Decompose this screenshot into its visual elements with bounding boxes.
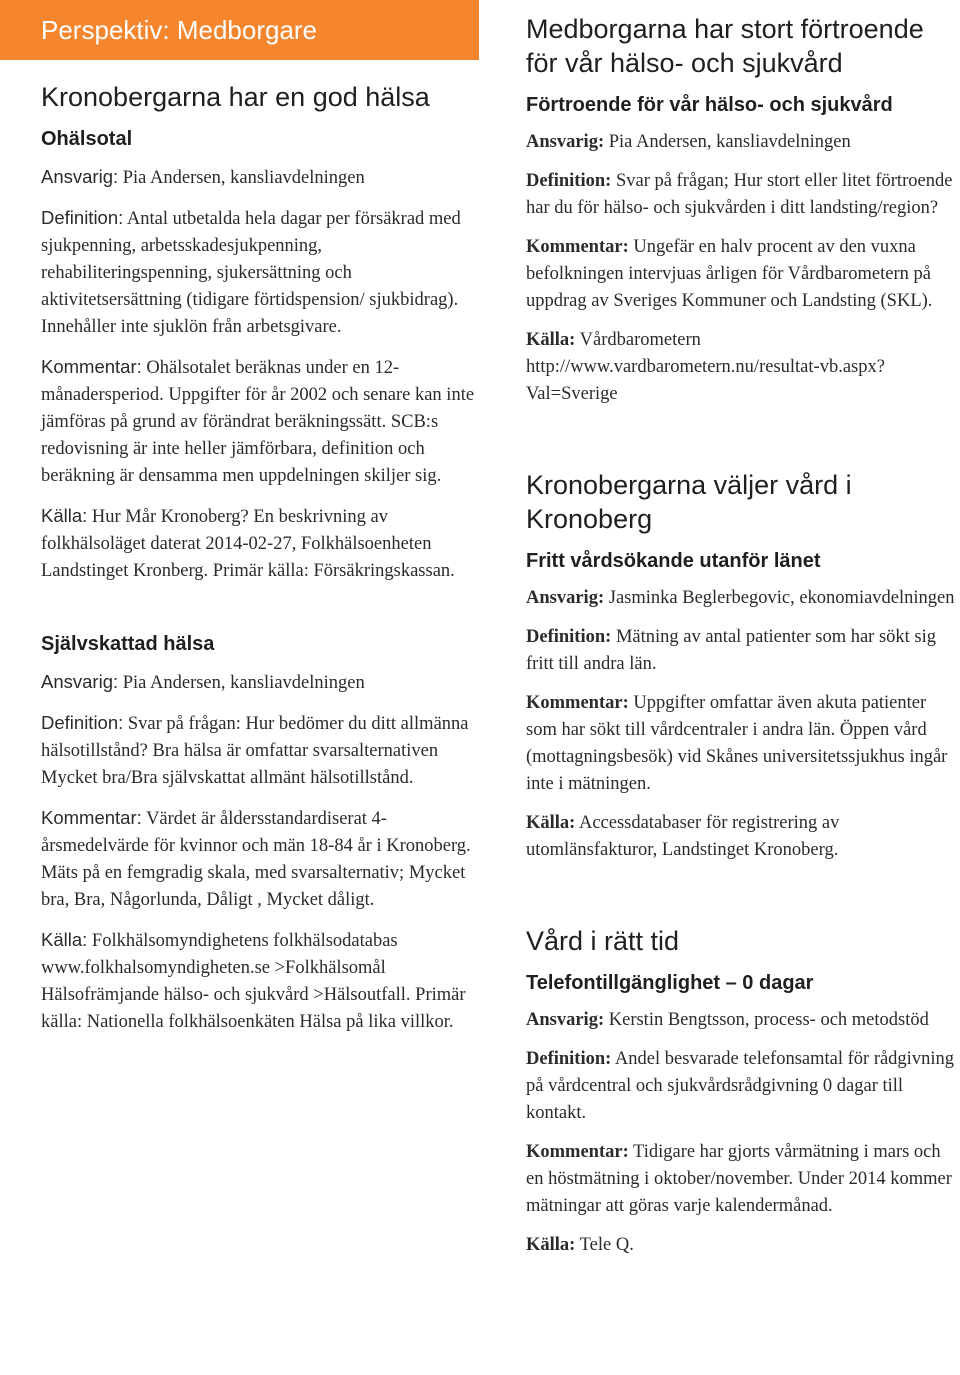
value: Uppgifter omfattar även akuta patienter som har sökt till vårdcentraler i andra län. Öppen vård (mottagningsbesök) vid Skånes universitetssjukhus ingår inte i mätningen. bbox=[526, 693, 948, 794]
left-column bbox=[31, 0, 479, 1048]
value: Ungefär en halv procent av den vuxna befolkningen intervjuas årligen för Vårdbarometern på uppdrag av Sveriges Kommuner och Landsting (SKL). bbox=[526, 237, 933, 311]
label: Ansvarig: bbox=[526, 132, 605, 152]
banner-title: Perspektiv: Medborgare bbox=[41, 14, 318, 45]
value: Jasminka Beglerbegovic, ekonomiavdelningen bbox=[608, 588, 955, 608]
section-title-health: Kronobergarna har en god hälsa bbox=[41, 82, 430, 112]
kalla-ohalsotal bbox=[41, 502, 479, 585]
heading-fortroende: Förtroende för vår hälso- och sjukvård bbox=[526, 94, 893, 116]
label: Kommentar: bbox=[526, 237, 629, 257]
kalla-telefon bbox=[526, 1232, 956, 1259]
heading-telefontillganglighet: Telefontillgänglighet – 0 dagar bbox=[526, 972, 814, 994]
section-title-trust: Medborgarna har stort förtroende för vår hälso- och sjukvård bbox=[526, 14, 924, 78]
label: Kommentar: bbox=[526, 693, 629, 713]
label: Källa: bbox=[526, 1235, 576, 1255]
kalla-fortroende bbox=[526, 327, 956, 408]
label: Ansvarig: bbox=[41, 671, 119, 692]
definition-fritt-vardsokande bbox=[526, 624, 956, 678]
value: Pia Andersen, kansliavdelningen bbox=[122, 168, 365, 188]
heading-fritt-vardsokande: Fritt vårdsökande utanför länet bbox=[526, 550, 821, 572]
kalla-sjalvskattad bbox=[41, 926, 479, 1036]
value: Andel besvarade telefonsamtal för rådgivning på vårdcentral och sjukvårdsrådgivning 0 dagar till kontakt. bbox=[526, 1049, 954, 1123]
value: Antal utbetalda hela dagar per försäkrad med sjukpenning, arbetsskadesjukpenning, rehabiliteringspenning, sjukersättning och aktivitetsersättning (tidigare förtidspension/ sjukbidrag). Innehåller inte sjuklön från arbetsgivare. bbox=[41, 209, 461, 337]
value: Accessdatabaser för registrering av utomlänsfakturor, Landstinget Kronoberg. bbox=[526, 813, 840, 860]
value: Mätning av antal patienter som har sökt sig fritt till andra län. bbox=[526, 627, 937, 674]
definition-sjalvskattad bbox=[41, 709, 479, 792]
label: Kommentar: bbox=[41, 807, 142, 828]
kommentar-ohalsotal bbox=[41, 353, 479, 490]
value: Värdet är åldersstandardiserat 4-årsmedelvärde för kvinnor och män 18-84 år i Kronoberg. Mäts på en femgradig skala, med svarsalternativ; Mycket bra, Bra, Någorlunda, Dåligt , Mycket dåligt. bbox=[41, 809, 471, 910]
label: Kommentar: bbox=[41, 356, 142, 377]
section-title-timely-care: Vård i rätt tid bbox=[526, 926, 680, 956]
label: Definition: bbox=[526, 171, 612, 191]
right-column bbox=[526, 12, 956, 1271]
value: Tele Q. bbox=[579, 1235, 634, 1255]
kommentar-fortroende bbox=[526, 234, 956, 315]
value: Svar på frågan: Hur bedömer du ditt allmänna hälsotillstånd? Bra hälsa är omfattar svarsalternativen Mycket bra/Bra självskattat allmänt hälsotillstånd. bbox=[41, 714, 469, 788]
heading-sjalvskattad-halsa: Självskattad hälsa bbox=[41, 633, 215, 655]
ansvarig-fritt-vardsokande bbox=[526, 585, 956, 612]
definition-ohalsotal bbox=[41, 204, 479, 341]
label: Källa: bbox=[526, 330, 576, 350]
label: Definition: bbox=[526, 1049, 612, 1069]
label: Ansvarig: bbox=[526, 1010, 605, 1030]
label: Definition: bbox=[41, 712, 124, 733]
kalla-fritt-vardsokande bbox=[526, 810, 956, 864]
value: Svar på frågan; Hur stort eller litet förtroende har du för hälso- och sjukvården i ditt landsting/region? bbox=[526, 171, 953, 218]
value: Ohälsotalet beräknas under en 12-månadersperiod. Uppgifter för år 2002 och senare kan inte jämföras på grund av förändrat beräkningssätt. SCB:s redovisning är inte heller jämförbara, definition och beräkning är densamma men uppdelningen skiljer sig. bbox=[41, 358, 475, 486]
value: Tidigare har gjorts vårmätning i mars och en höstmätning i oktober/november. Under 2014 kommer mätningar att göras varje kalendermånad. bbox=[526, 1142, 952, 1216]
label: Ansvarig: bbox=[526, 588, 605, 608]
label: Källa: bbox=[41, 505, 88, 526]
kommentar-fritt-vardsokande bbox=[526, 690, 956, 798]
label: Ansvarig: bbox=[41, 166, 119, 187]
ansvarig-ohalsotal bbox=[41, 163, 479, 192]
ansvarig-sjalvskattad bbox=[41, 668, 479, 697]
value: Vårdbarometern http://www.vardbarometern.nu/resultat-vb.aspx?Val=Sverige bbox=[526, 330, 885, 404]
label: Källa: bbox=[41, 929, 88, 950]
label: Källa: bbox=[526, 813, 576, 833]
kommentar-telefon bbox=[526, 1139, 956, 1220]
value: Pia Andersen, kansliavdelningen bbox=[608, 132, 851, 152]
heading-ohalsotal: Ohälsotal bbox=[41, 128, 133, 150]
value: Kerstin Bengtsson, process- och metodstöd bbox=[608, 1010, 929, 1030]
value: Folkhälsomyndighetens folkhälsodatabas www.folkhalsomyndigheten.se >Folkhälsomål Hälsofrämjande hälso- och sjukvård >Hälsoutfall. Primär källa: Nationella folkhälsoenkäten Hälsa på lika villkor. bbox=[41, 931, 466, 1032]
value: Hur Mår Kronoberg? En beskrivning av folkhälsoläget daterat 2014-02-27, Folkhälsoenheten Landstinget Kronberg. Primär källa: Försäkringskassan. bbox=[41, 507, 455, 581]
ansvarig-fortroende bbox=[526, 129, 956, 156]
definition-telefon bbox=[526, 1046, 956, 1127]
label: Definition: bbox=[41, 207, 124, 228]
definition-fortroende bbox=[526, 168, 956, 222]
kommentar-sjalvskattad bbox=[41, 804, 479, 914]
label: Definition: bbox=[526, 627, 612, 647]
value: Pia Andersen, kansliavdelningen bbox=[122, 673, 365, 693]
label: Kommentar: bbox=[526, 1142, 629, 1162]
section-title-choice: Kronobergarna väljer vård i Kronoberg bbox=[526, 470, 852, 534]
perspective-banner bbox=[0, 0, 479, 60]
ansvarig-telefon bbox=[526, 1007, 956, 1034]
